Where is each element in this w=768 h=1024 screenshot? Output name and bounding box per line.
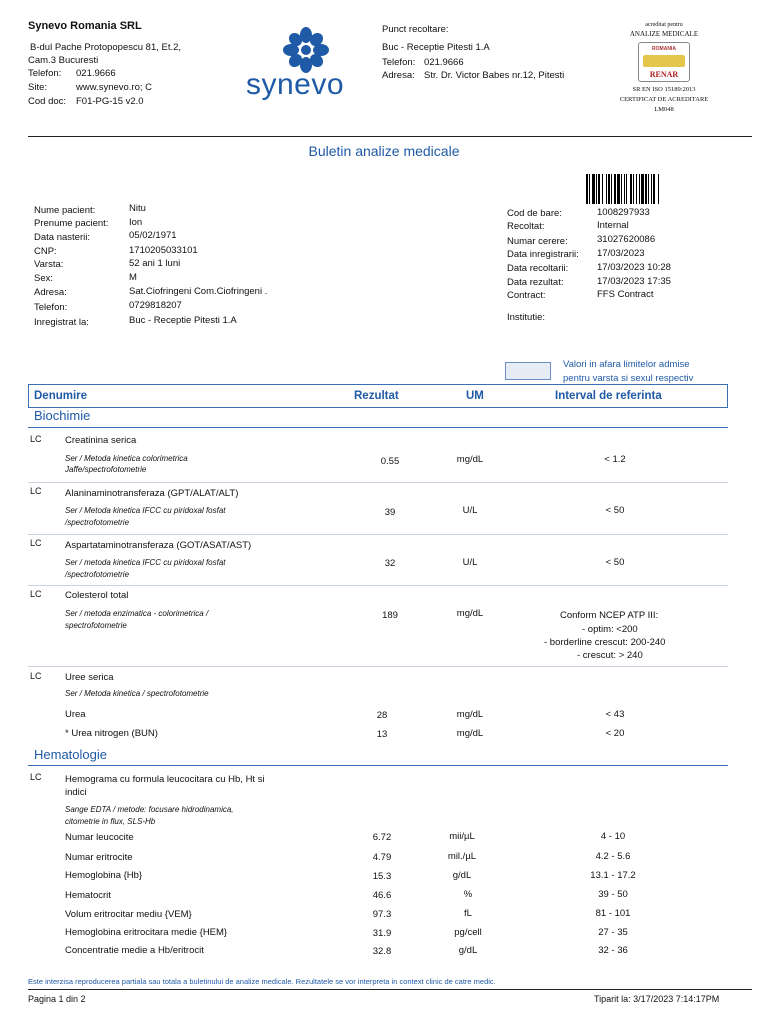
collection-addr-label: Adresa: [382,70,415,81]
patient-value: 52 ani 1 luni [129,258,181,269]
test-range: < 50 [605,505,625,516]
patient-value: 1710205033101 [129,245,198,256]
test-name: * Urea nitrogen (BUN) [65,728,158,739]
test-unit: mii/µL [449,831,475,842]
order-value: FFS Contract [597,289,654,300]
company-address-1: B-dul Pache Protopopescu 81, Et.2, [30,42,182,53]
test-range: < 1.2 [604,454,626,465]
test-method: Ser / Metoda kinetica IFCC cu piridoxal fosfat [65,506,226,515]
order-label: Data rezultat: [507,277,564,288]
test-unit: mg/dL [456,728,484,739]
test-unit: mil./µL [447,851,477,862]
test-method: Ser / metoda enzimatica - colorimetrica / [65,609,209,618]
order-value: 1008297933 [597,207,650,218]
company-phone-label: Telefon: [28,68,62,79]
test-range-line: - optim: <200 [582,624,638,635]
test-result: 32 [384,558,396,569]
patient-label: Telefon: [34,302,68,313]
col-header-result: Rezultat [354,390,399,402]
section-divider [28,765,728,766]
order-value: Internal [597,220,629,231]
order-label: Numar cerere: [507,236,568,247]
patient-value: Nitu [129,203,146,214]
patient-value: Sat.Ciofringeni Com.Ciofringeni . [129,286,268,297]
test-unit: mg/dL [456,608,484,619]
lc-flag: LC [30,434,42,444]
row-divider [28,482,728,483]
test-method: Ser / Metoda kinetica / spectrofotometrie [65,689,209,698]
test-range: 81 - 101 [595,908,631,919]
order-label: Contract: [507,290,546,301]
order-value: 31027620086 [597,234,656,245]
company-address-2: Cam.3 Bucuresti [28,55,99,66]
test-range: 27 - 35 [598,927,628,938]
row-divider [28,534,728,535]
collection-phone-label: Telefon: [382,57,416,68]
test-range: 4.2 - 5.6 [595,851,631,862]
patient-label: Prenume pacient: [34,218,109,229]
test-result: 31.9 [372,928,392,939]
order-label: Institutie: [507,312,546,323]
test-method: citometrie in flux, SLS-Hb [65,817,156,826]
order-label: Data inregistrarii: [507,249,579,260]
lc-flag: LC [30,486,42,496]
section-title-biochimie: Biochimie [34,408,91,423]
test-unit: g/dL [452,870,472,881]
test-result: 39 [384,507,396,518]
test-unit: U/L [462,505,478,516]
lc-flag: LC [30,671,42,681]
test-result: 46.6 [372,890,392,901]
test-result: 13 [376,729,388,740]
company-name: Synevo Romania SRL [28,20,142,32]
test-unit: fL [464,908,472,919]
patient-value: Buc - Receptie Pitesti 1.A [129,315,237,326]
test-name: Colesterol total [65,590,129,601]
col-header-unit: UM [466,390,484,402]
test-result: 4.79 [372,852,392,863]
section-title-hematologie: Hematologie [34,747,107,762]
test-result: 6.72 [372,832,392,843]
test-range-line: - crescut: > 240 [577,650,643,661]
company-site: www.synevo.ro; C [76,82,153,93]
flower-icon [282,26,330,74]
test-method: Ser / Metoda kinetica colorimetrica [65,454,188,463]
accred-line4: CERTIFICAT DE ACREDITARE [619,96,709,103]
accred-line5: LM048 [654,106,674,113]
order-value: 17/03/2023 17:35 [597,276,671,287]
collection-addr: Str. Dr. Victor Babes nr.12, Pitesti [424,70,565,81]
patient-value: 05/02/1971 [129,230,177,241]
patient-value: 0729818207 [129,300,182,311]
company-doc-label: Cod doc: [28,96,67,107]
renar-badge-text: RENAR [649,70,679,79]
test-name: Uree serica [65,672,114,683]
order-label: Cod de bare: [507,208,562,219]
test-name: Hemoglobina eritrocitara medie {HEM} [65,927,228,938]
renar-flag-icon [643,55,685,67]
row-divider [28,666,728,667]
patient-label: Nume pacient: [34,205,96,216]
test-result: 32.8 [372,946,392,957]
collection-label: Punct recoltare: [382,24,449,35]
test-name: Volum eritrocitar mediu {VEM} [65,909,192,920]
order-label: Recoltat: [507,221,545,232]
collection-phone: 021.9666 [424,57,464,68]
print-timestamp: Tiparit la: 3/17/2023 7:14:17PM [594,994,720,1004]
lc-flag: LC [30,538,42,548]
col-header-name: Denumire [34,390,88,402]
test-range: 32 - 36 [598,945,628,956]
barcode-icon [586,174,718,204]
test-range: 39 - 50 [598,889,628,900]
renar-badge-top: ROMANIA [652,46,676,52]
accred-line3: SR EN ISO 15189:2013 [632,86,696,93]
accred-line2: ANALIZE MEDICALE [629,30,699,38]
test-method: /spectrofotometrie [65,570,130,579]
collection-name: Buc - Receptie Pitesti 1.A [382,42,490,53]
order-value: 17/03/2023 10:28 [597,262,671,273]
test-range: < 43 [605,709,625,720]
test-range: < 50 [605,557,625,568]
row-divider [28,585,728,586]
test-name: Alaninaminotransferaza (GPT/ALAT/ALT) [65,488,239,499]
test-method: /spectrofotometrie [65,518,130,527]
footer-notice: Este interzisa reproducerea partiala sau totala a buletinului de analize medicale. Rezultatele se vor interpreta in context clinic de catre medic. [28,977,496,986]
patient-label: Adresa: [34,287,67,298]
patient-label: Sex: [34,273,54,284]
patient-label: Data nasterii: [34,232,90,243]
test-name: Hematocrit [65,890,111,901]
test-unit: pg/cell [454,927,482,938]
test-method: Jaffe/spectrofotometrie [65,465,147,474]
test-result: 0.55 [380,456,400,467]
test-name: Concentratie medie a Hb/eritrocit [65,945,204,956]
footer-divider [28,989,752,990]
test-method: spectrofotometrie [65,621,127,630]
logo-wordmark: synevo [246,68,345,101]
legend-swatch [505,362,551,380]
test-name: Aspartataminotransferaza (GOT/ASAT/AST) [65,540,252,551]
patient-value: M [129,272,137,283]
test-method: Sange EDTA / metode: focusare hidrodinamica, [65,805,234,814]
test-result: 189 [382,610,398,621]
company-doc: F01-PG-15 v2.0 [76,96,144,107]
lc-flag: LC [30,589,42,599]
header-divider [28,136,752,137]
order-label: Data recoltarii: [507,263,569,274]
test-range: 13.1 - 17.2 [590,870,636,881]
test-unit: % [463,889,473,900]
patient-label: Varsta: [34,259,64,270]
accred-line1: acreditat pentru [645,22,683,28]
test-result: 28 [376,710,388,721]
legend-text-2: pentru varsta si sexul respectiv [563,373,694,384]
test-range: < 20 [605,728,625,739]
test-result: 97.3 [372,909,392,920]
test-name: Hemograma cu formula leucocitara cu Hb, Ht si [65,774,265,785]
test-name: Creatinina serica [65,435,137,446]
test-name: Urea [65,709,86,720]
page-title: Buletin analize medicale [308,143,460,159]
company-phone: 021.9666 [76,68,116,79]
test-range-line: - borderline crescut: 200-240 [544,637,666,648]
test-range-line: Conform NCEP ATP III: [560,610,659,621]
test-name: Hemoglobina {Hb} [65,870,143,881]
patient-label: CNP: [34,246,57,257]
legend-text-1: Valori in afara limitelor admise [563,359,690,370]
col-header-range: Interval de referinta [555,390,662,402]
page-number: Pagina 1 din 2 [28,994,86,1004]
test-method: Ser / metoda kinetica IFCC cu piridoxal fosfat [65,558,226,567]
test-result: 15.3 [372,871,392,882]
patient-label: Inregistrat la: [34,317,89,328]
order-value: 17/03/2023 [597,248,645,259]
company-site-label: Site: [28,82,48,93]
test-unit: g/dL [458,945,478,956]
test-name: Numar eritrocite [65,852,133,863]
section-divider [28,427,728,428]
test-unit: mg/dL [456,454,484,465]
test-name: Numar leucocite [65,832,134,843]
patient-value: Ion [129,217,143,228]
test-name-cont: indici [65,787,87,798]
lc-flag: LC [30,772,42,782]
test-range: 4 - 10 [600,831,626,842]
test-unit: U/L [462,557,478,568]
renar-badge [638,42,690,82]
test-unit: mg/dL [456,709,484,720]
